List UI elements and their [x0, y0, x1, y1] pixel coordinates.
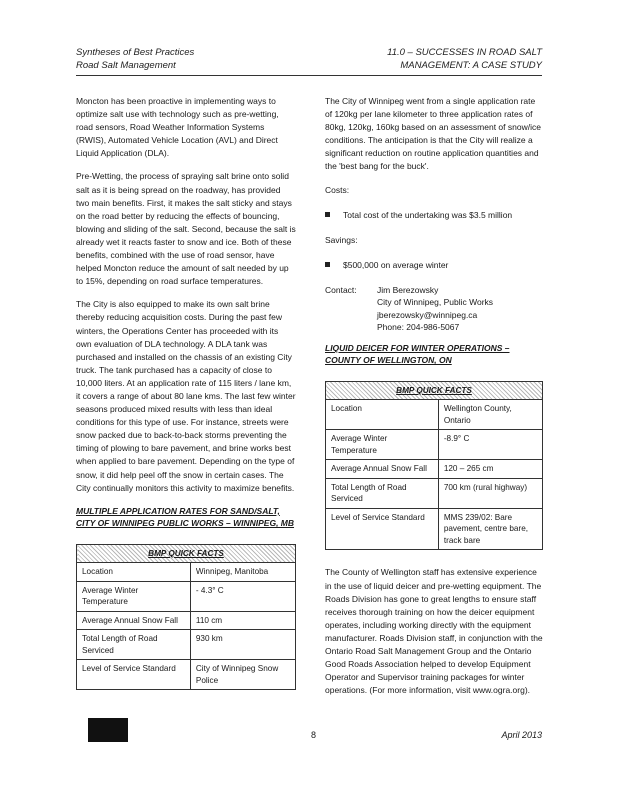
savings-label: Savings: [325, 234, 358, 245]
table-row [77, 563, 296, 582]
table-value: -8.9° C [438, 430, 542, 460]
header-right-title: 11.0 – SUCCESSES IN ROAD SALT [387, 47, 542, 58]
bmp-table-title: BMP QUICK FACTS [326, 381, 543, 400]
table-row [77, 581, 296, 611]
table-row [77, 660, 296, 690]
table-label: Location [326, 400, 439, 430]
table-row [326, 460, 543, 479]
table-value: MMS 239/02: Bare pavement, centre bare, track bare [438, 508, 542, 550]
contact-email: jberezowsky@winnipeg.ca [377, 309, 478, 320]
table-value: Winnipeg, Manitoba [190, 563, 295, 582]
bullet-square-icon [325, 262, 330, 267]
table-label: Location [77, 563, 191, 582]
winnipeg-rates-paragraph: The City of Winnipeg went from a single application rate of 120kg per lane kilometer to three application rates of 80kg, 120kg, 160kg based on an assessment of snow/ice conditions. The anticipation is that the City will realize a significant reduction on routine application quantities and the 'best bang for the buck'. [325, 96, 541, 172]
header-left-title: Syntheses of Best Practices [76, 47, 195, 58]
table-value: - 4.3° C [190, 581, 295, 611]
table-row [326, 478, 543, 508]
table-value: 700 km (rural highway) [438, 478, 542, 508]
moncton-intro-paragraph: Moncton has been proactive in implementing ways to optimize salt use with technology such as pre-wetting, road sensors, Road Weather Information Systems (RWIS), Automated Vehicle Location (AVL) and Direct Liquid Application (DLA). [76, 96, 279, 159]
winnipeg-bmp-table [76, 544, 296, 691]
table-label: Average Winter Temperature [77, 581, 191, 611]
winnipeg-section-heading: MULTIPLE APPLICATION RATES FOR SAND/SALT, CITY OF WINNIPEG PUBLIC WORKS – WINNIPEG, MB [76, 505, 295, 529]
header-rule [76, 75, 542, 76]
table-label: Level of Service Standard [326, 508, 439, 550]
header-left [76, 46, 194, 72]
left-column [76, 95, 296, 690]
footer-logo-block [88, 718, 128, 742]
table-value: 110 cm [190, 611, 295, 630]
table-label: Average Annual Snow Fall [326, 460, 439, 479]
table-row [326, 508, 543, 550]
contact-block [325, 284, 543, 334]
salt-brine-paragraph: The City is also equipped to make its own salt brine thereby reducing acquisition costs. During the past few winters, the Operations Center has proceeded with its own evaluation of DLA technology. A DLA tank was purchased and installed on the chassis of an existing City truck. The tank purchased has a capacity of close to 10,000 liters. At an application rate of 115 liters / lane km, it covers a range of about 80 lane kms. The last few winter seasons produced mixed results with less than ideal conditions for this type of use. For instance, streets were snow packed due to back-to-back storms preventing the timing of plowing to bare pavement, and brine works best when applied to bare pavement. Depending on the type of snow, it did help peel off the snow in certain cases. The City continually monitors this activity to maximize benefits. [76, 299, 296, 493]
costs-item: Total cost of the undertaking was $3.5 million [343, 209, 513, 220]
table-value: 930 km [190, 630, 295, 660]
publication-date: April 2013 [501, 730, 542, 740]
table-value: 120 – 265 cm [438, 460, 542, 479]
contact-details [377, 284, 493, 334]
costs-label: Costs: [325, 184, 350, 195]
header-left-subtitle: Road Salt Management [76, 60, 176, 71]
contact-phone: Phone: 204-986-5067 [377, 322, 460, 333]
table-label: Average Annual Snow Fall [77, 611, 191, 630]
table-row [326, 400, 543, 430]
bullet-square-icon [325, 212, 330, 217]
table-label: Total Length of Road Serviced [77, 630, 191, 660]
contact-label: Contact: [325, 284, 357, 295]
header-right [387, 46, 542, 72]
table-label: Level of Service Standard [77, 660, 191, 690]
costs-bullet [325, 209, 543, 222]
contact-name: Jim Berezowsky [377, 284, 439, 295]
table-row [77, 611, 296, 630]
table-value: City of Winnipeg Snow Police [190, 660, 295, 690]
bmp-table-title: BMP QUICK FACTS [77, 544, 296, 563]
contact-org: City of Winnipeg, Public Works [377, 297, 494, 308]
wellington-bmp-table [325, 381, 543, 551]
wellington-section-heading: LIQUID DEICER FOR WINTER OPERATIONS – COUNTY OF WELLINGTON, ON [325, 342, 510, 366]
table-label: Total Length of Road Serviced [326, 478, 439, 508]
table-row [326, 430, 543, 460]
savings-item: $500,000 on average winter [343, 259, 449, 270]
wellington-paragraph: The County of Wellington staff has extensive experience in the use of liquid deicer and pre-wetting equipment. The Roads Division has gone to great lengths to ensure staff receives thorough training on how the deicer equipment operates, including working directly with the equipment manufacturer. Roads Division staff, in conjunction with the Ontario Road Salt Management Group and the Ontario Good Roads Association helped to develop Equipment Operator and Supervisor training packages for winter operations. (For more information, visit www.ogra.org). [325, 567, 543, 696]
table-label: Average Winter Temperature [326, 430, 439, 460]
header-right-subtitle: MANAGEMENT: A CASE STUDY [400, 60, 542, 71]
savings-bullet [325, 259, 543, 272]
right-column [325, 95, 543, 707]
table-value: Wellington County, Ontario [438, 400, 542, 430]
table-row [77, 630, 296, 660]
page-number: 8 [311, 730, 317, 740]
prewetting-paragraph: Pre-Wetting, the process of spraying salt brine onto solid salt as it is being spread on the roadway, has provided two main benefits. First, it makes the salt sticky and stays on the road better by reducing the effects of bouncing, blowing and sliding of the salt. Second, because the salt is already wet it reacts faster to snow and ice. Both of these benefits, combined with the use of road sensor, have helped Moncton reduce the amount of salt needed by up to 15%, depending on road surface temperatures. [76, 171, 296, 287]
